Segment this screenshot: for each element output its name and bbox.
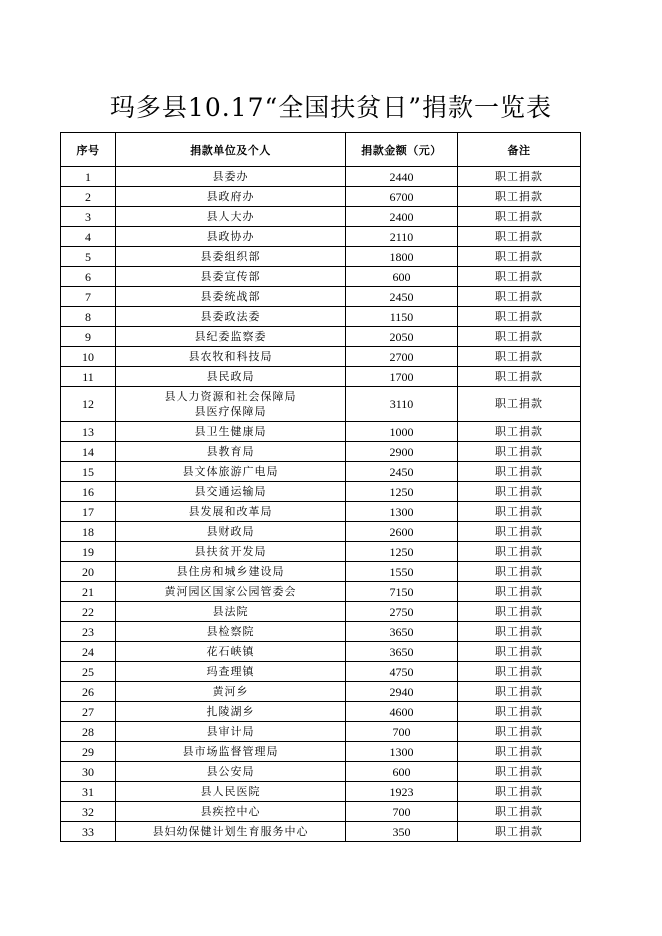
cell-amount: 350: [346, 822, 458, 842]
cell-note: 职工捐款: [458, 782, 581, 802]
table-row: [61, 227, 581, 247]
cell-amount: 2110: [346, 227, 458, 247]
cell-unit: 县教育局: [116, 442, 346, 462]
cell-no: 3: [61, 207, 116, 227]
table-row: [61, 742, 581, 762]
cell-no: 14: [61, 442, 116, 462]
cell-amount: 1923: [346, 782, 458, 802]
table-row: [61, 482, 581, 502]
cell-note: 职工捐款: [458, 542, 581, 562]
cell-no: 9: [61, 327, 116, 347]
table-row: [61, 622, 581, 642]
cell-amount: 2050: [346, 327, 458, 347]
cell-note: 职工捐款: [458, 682, 581, 702]
cell-note: 职工捐款: [458, 642, 581, 662]
cell-amount: 2600: [346, 522, 458, 542]
cell-unit: 县委办: [116, 167, 346, 187]
cell-amount: 2900: [346, 442, 458, 462]
cell-no: 10: [61, 347, 116, 367]
cell-note: 职工捐款: [458, 722, 581, 742]
cell-no: 24: [61, 642, 116, 662]
cell-unit: 县卫生健康局: [116, 422, 346, 442]
column-header-note: 备注: [458, 133, 581, 167]
cell-no: 22: [61, 602, 116, 622]
table-row: [61, 582, 581, 602]
cell-no: 7: [61, 287, 116, 307]
cell-amount: 1800: [346, 247, 458, 267]
page-title: 玛多县10.17“全国扶贫日”捐款一览表: [109, 93, 553, 122]
table-row: [61, 782, 581, 802]
cell-unit: 县人大办: [116, 207, 346, 227]
cell-amount: 600: [346, 762, 458, 782]
cell-no: 11: [61, 367, 116, 387]
cell-note: 职工捐款: [458, 762, 581, 782]
cell-amount: 2700: [346, 347, 458, 367]
cell-unit: 县扶贫开发局: [116, 542, 346, 562]
table-row: [61, 167, 581, 187]
cell-no: 13: [61, 422, 116, 442]
table-row: [61, 602, 581, 622]
cell-no: 16: [61, 482, 116, 502]
cell-note: 职工捐款: [458, 327, 581, 347]
cell-no: 31: [61, 782, 116, 802]
cell-note: 职工捐款: [458, 742, 581, 762]
cell-unit: 县人民医院: [116, 782, 346, 802]
table-row: [61, 462, 581, 482]
cell-amount: 4750: [346, 662, 458, 682]
cell-unit: 黄河园区国家公园管委会: [116, 582, 346, 602]
cell-amount: 2450: [346, 287, 458, 307]
table-row: [61, 247, 581, 267]
table-row: [61, 802, 581, 822]
cell-amount: 2400: [346, 207, 458, 227]
cell-unit: 县委组织部: [116, 247, 346, 267]
cell-unit: 县纪委监察委: [116, 327, 346, 347]
cell-unit: 县政协办: [116, 227, 346, 247]
cell-note: 职工捐款: [458, 367, 581, 387]
cell-note: 职工捐款: [458, 602, 581, 622]
cell-unit: [116, 387, 346, 422]
cell-amount: 4600: [346, 702, 458, 722]
cell-note: 职工捐款: [458, 167, 581, 187]
cell-note: 职工捐款: [458, 207, 581, 227]
cell-amount: 1250: [346, 542, 458, 562]
table-row: [61, 662, 581, 682]
cell-no: 21: [61, 582, 116, 602]
cell-amount: 3110: [346, 387, 458, 422]
cell-unit: 花石峡镇: [116, 642, 346, 662]
cell-note: 职工捐款: [458, 562, 581, 582]
cell-no: 19: [61, 542, 116, 562]
cell-no: 17: [61, 502, 116, 522]
cell-unit: 县公安局: [116, 762, 346, 782]
cell-note: 职工捐款: [458, 247, 581, 267]
cell-unit-line: 县医疗保障局: [194, 405, 267, 418]
cell-unit: 县疾控中心: [116, 802, 346, 822]
cell-note: 职工捐款: [458, 502, 581, 522]
table-row: [61, 287, 581, 307]
cell-amount: 2450: [346, 462, 458, 482]
table-row: [61, 542, 581, 562]
cell-unit: 县审计局: [116, 722, 346, 742]
table-row: [61, 267, 581, 287]
cell-note: 职工捐款: [458, 267, 581, 287]
cell-note: 职工捐款: [458, 287, 581, 307]
cell-note: 职工捐款: [458, 822, 581, 842]
cell-no: 28: [61, 722, 116, 742]
table-row: [61, 522, 581, 542]
cell-amount: 2750: [346, 602, 458, 622]
cell-amount: 1700: [346, 367, 458, 387]
cell-note: 职工捐款: [458, 802, 581, 822]
cell-note: 职工捐款: [458, 482, 581, 502]
cell-unit: 县发展和改革局: [116, 502, 346, 522]
cell-no: 20: [61, 562, 116, 582]
cell-unit: 县委统战部: [116, 287, 346, 307]
cell-note: 职工捐款: [458, 422, 581, 442]
cell-no: 32: [61, 802, 116, 822]
cell-no: 33: [61, 822, 116, 842]
cell-amount: 3650: [346, 642, 458, 662]
column-header-no: 序号: [61, 133, 116, 167]
cell-note: 职工捐款: [458, 307, 581, 327]
table-row: [61, 562, 581, 582]
cell-unit: 县交通运输局: [116, 482, 346, 502]
table-row: [61, 367, 581, 387]
cell-note: 职工捐款: [458, 227, 581, 247]
cell-amount: 1300: [346, 742, 458, 762]
table-row: [61, 207, 581, 227]
cell-no: 8: [61, 307, 116, 327]
table-row: [61, 187, 581, 207]
cell-amount: 2940: [346, 682, 458, 702]
cell-amount: 6700: [346, 187, 458, 207]
cell-no: 30: [61, 762, 116, 782]
cell-amount: 700: [346, 722, 458, 742]
cell-no: 18: [61, 522, 116, 542]
cell-amount: 1150: [346, 307, 458, 327]
cell-note: 职工捐款: [458, 387, 581, 422]
cell-note: 职工捐款: [458, 442, 581, 462]
table-row: [61, 682, 581, 702]
cell-no: 23: [61, 622, 116, 642]
table-row: [61, 307, 581, 327]
cell-no: 5: [61, 247, 116, 267]
cell-unit: 县市场监督管理局: [116, 742, 346, 762]
cell-amount: 1300: [346, 502, 458, 522]
cell-no: 6: [61, 267, 116, 287]
cell-unit: 县民政局: [116, 367, 346, 387]
table-row: [61, 422, 581, 442]
cell-amount: 3650: [346, 622, 458, 642]
table-row: [61, 387, 581, 422]
cell-amount: 700: [346, 802, 458, 822]
cell-no: 25: [61, 662, 116, 682]
cell-no: 27: [61, 702, 116, 722]
cell-amount: 7150: [346, 582, 458, 602]
table-row: [61, 822, 581, 842]
table-row: [61, 347, 581, 367]
cell-note: 职工捐款: [458, 622, 581, 642]
cell-unit: 玛查理镇: [116, 662, 346, 682]
cell-no: 1: [61, 167, 116, 187]
table-header-row: [61, 133, 581, 167]
cell-no: 29: [61, 742, 116, 762]
cell-note: 职工捐款: [458, 187, 581, 207]
cell-no: 26: [61, 682, 116, 702]
cell-unit-line: 县人力资源和社会保障局: [164, 390, 297, 403]
cell-note: 职工捐款: [458, 347, 581, 367]
table-row: [61, 762, 581, 782]
cell-unit: 县委宣传部: [116, 267, 346, 287]
table-row: [61, 702, 581, 722]
cell-amount: 600: [346, 267, 458, 287]
donation-table: [60, 132, 581, 842]
cell-unit: 县财政局: [116, 522, 346, 542]
cell-unit: 黄河乡: [116, 682, 346, 702]
cell-unit: 县检察院: [116, 622, 346, 642]
cell-no: 4: [61, 227, 116, 247]
table-row: [61, 642, 581, 662]
cell-note: 职工捐款: [458, 662, 581, 682]
cell-note: 职工捐款: [458, 462, 581, 482]
cell-no: 12: [61, 387, 116, 422]
cell-unit: 县法院: [116, 602, 346, 622]
cell-unit: 县政府办: [116, 187, 346, 207]
cell-unit: 县文体旅游广电局: [116, 462, 346, 482]
cell-amount: 2440: [346, 167, 458, 187]
cell-unit: 县住房和城乡建设局: [116, 562, 346, 582]
table-row: [61, 442, 581, 462]
table-body: [61, 167, 581, 842]
cell-unit: 扎陵湖乡: [116, 702, 346, 722]
cell-note: 职工捐款: [458, 522, 581, 542]
table-row: [61, 327, 581, 347]
cell-no: 2: [61, 187, 116, 207]
cell-amount: 1000: [346, 422, 458, 442]
table-row: [61, 502, 581, 522]
cell-note: 职工捐款: [458, 582, 581, 602]
cell-unit: 县农牧和科技局: [116, 347, 346, 367]
cell-unit: 县委政法委: [116, 307, 346, 327]
column-header-unit: 捐款单位及个人: [116, 133, 346, 167]
column-header-amount: 捐款金额（元）: [346, 133, 458, 167]
cell-note: 职工捐款: [458, 702, 581, 722]
cell-amount: 1250: [346, 482, 458, 502]
table-row: [61, 722, 581, 742]
cell-unit: 县妇幼保健计划生育服务中心: [116, 822, 346, 842]
cell-amount: 1550: [346, 562, 458, 582]
cell-no: 15: [61, 462, 116, 482]
